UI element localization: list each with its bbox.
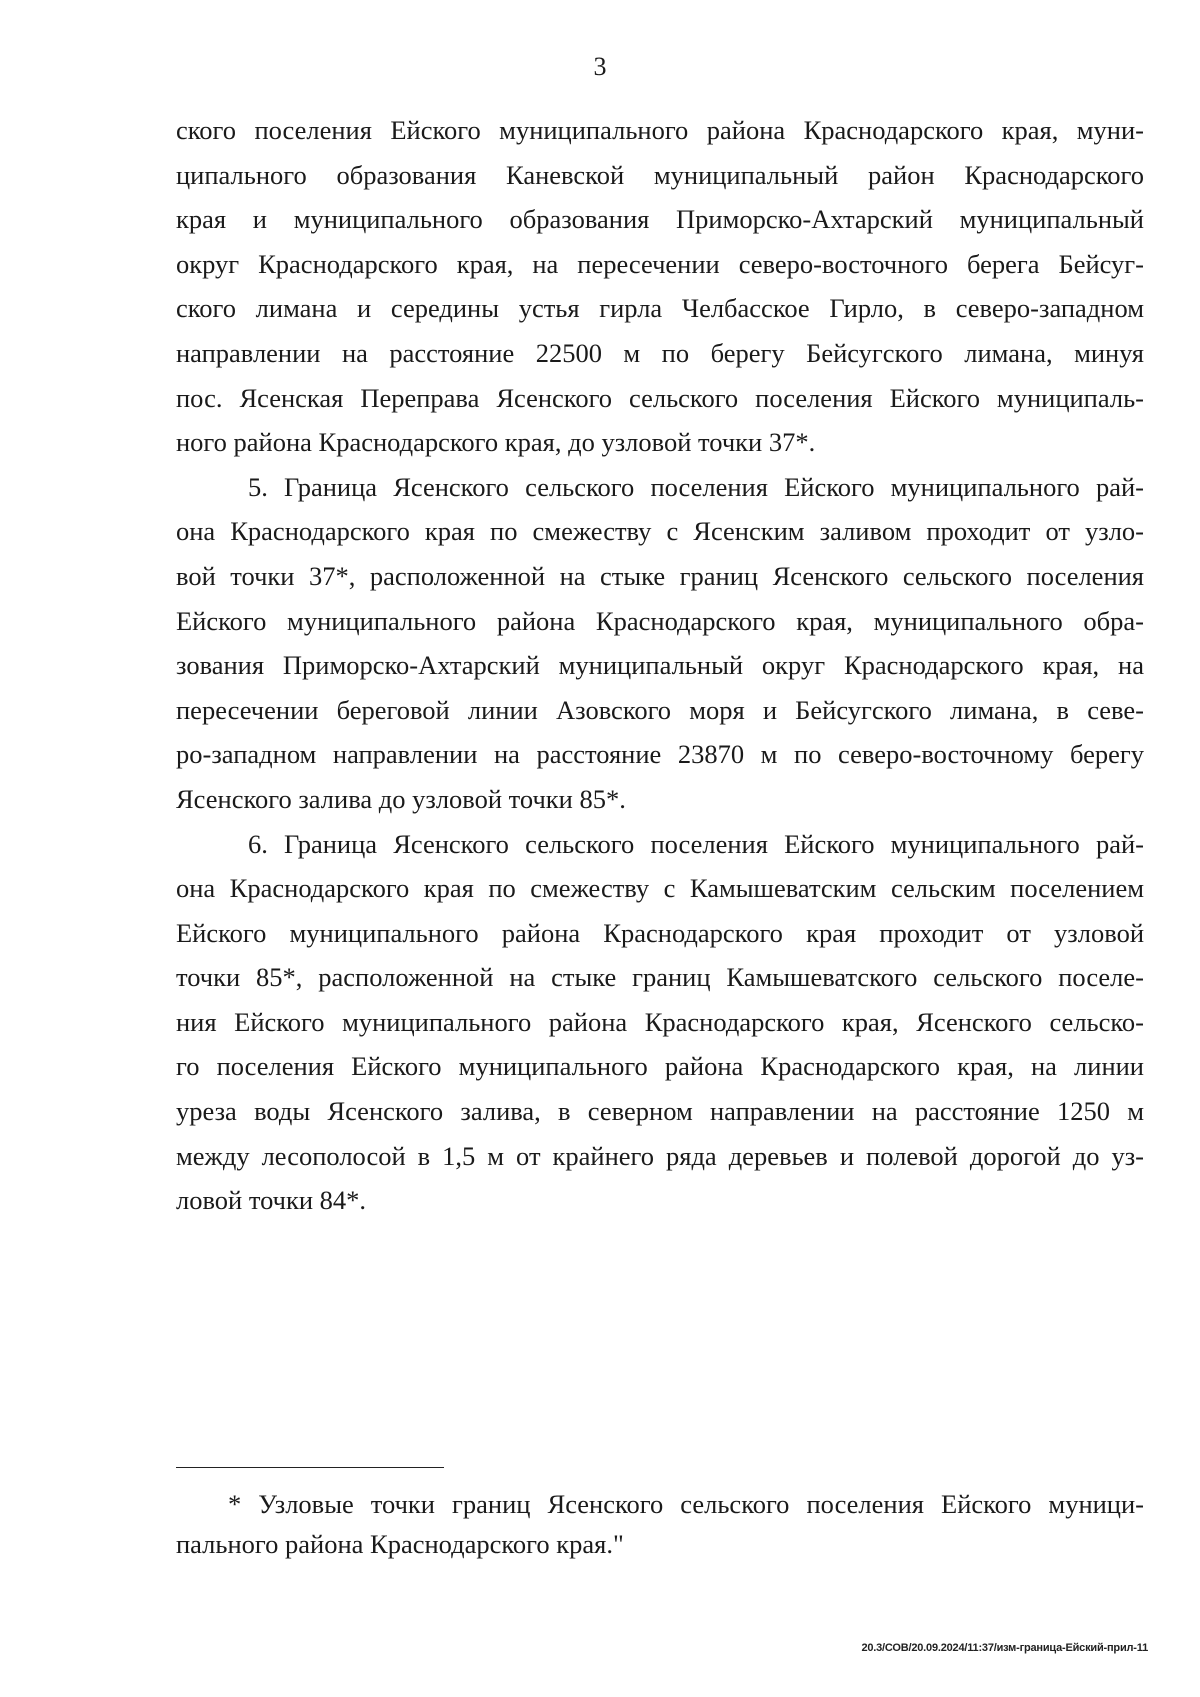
text-line: уреза воды Ясенского залива, в северном направлении на расстояние 1250 м <box>176 1096 1144 1127</box>
text-line: го поселения Ейского муниципального района Краснодарского края, на линии <box>176 1051 1144 1082</box>
text-line: края и муниципального образования Приморско-Ахтарский муниципальный <box>176 204 1144 235</box>
text-line: ского лимана и середины устья гирла Челбасское Гирло, в северо-западном <box>176 293 1144 324</box>
paragraph-item-5 <box>176 465 1144 822</box>
text-line: округ Краснодарского края, на пересечении северо-восточного берега Бейсуг- <box>176 248 1144 279</box>
text-line: Ясенского залива до узловой точки 85*. <box>176 783 626 814</box>
text-line: ного района Краснодарского края, до узловой точки 37*. <box>176 427 816 458</box>
paragraph-item-6 <box>176 822 1144 1223</box>
text-line: ния Ейского муниципального района Краснодарского края, Ясенского сельско- <box>176 1006 1144 1037</box>
text-line: зования Приморско-Ахтарский муниципальный округ Краснодарского края, на <box>176 650 1144 681</box>
text-line: ро-западном направлении на расстояние 23870 м по северо-восточному берегу <box>176 739 1144 770</box>
text-line: пос. Ясенская Переправа Ясенского сельского поселения Ейского муниципаль- <box>176 382 1144 413</box>
footnote-line: * Узловые точки границ Ясенского сельского поселения Ейского муници- <box>228 1489 1144 1519</box>
text-line: Ейского муниципального района Краснодарского края проходит от узловой <box>176 917 1144 948</box>
footnote-divider <box>176 1467 444 1468</box>
footnote <box>176 1484 1144 1564</box>
paragraph-continuation <box>176 108 1144 465</box>
text-line: она Краснодарского края по смежеству с Камышеватским сельским поселением <box>176 873 1144 904</box>
text-line: ского поселения Ейского муниципального района Краснодарского края, муни- <box>176 115 1144 145</box>
text-line: вой точки 37*, расположенной на стыке границ Ясенского сельского поселения <box>176 560 1144 591</box>
text-line: пересечении береговой линии Азовского моря и Бейсугского лимана, в севе- <box>176 694 1144 725</box>
text-line: 6. Граница Ясенского сельского поселения Ейского муниципального рай- <box>248 828 1144 859</box>
text-line: точки 85*, расположенной на стыке границ Камышеватского сельского поселе- <box>176 962 1144 993</box>
page-number: 3 <box>593 52 607 81</box>
text-line: Ейского муниципального района Краснодарского края, муниципального обра- <box>176 605 1144 636</box>
document-code: 20.3/СОВ/20.09.2024/11:37/изм-граница-Ейский-прил-11 <box>861 1642 1148 1654</box>
text-line: направлении на расстояние 22500 м по берегу Бейсугского лимана, минуя <box>176 337 1144 368</box>
text-line: она Краснодарского края по смежеству с Ясенским заливом проходит от узло- <box>176 516 1144 547</box>
text-line: ловой точки 84*. <box>176 1185 367 1216</box>
text-line: 5. Граница Ясенского сельского поселения Ейского муниципального рай- <box>248 471 1144 502</box>
text-line: ципального образования Каневской муниципальный район Краснодарского <box>176 159 1144 190</box>
text-line: между лесополосой в 1,5 м от крайнего ряда деревьев и полевой дорогой до уз- <box>176 1140 1144 1171</box>
body-text <box>176 108 1144 1223</box>
footnote-line: пального района Краснодарского края." <box>176 1529 624 1559</box>
